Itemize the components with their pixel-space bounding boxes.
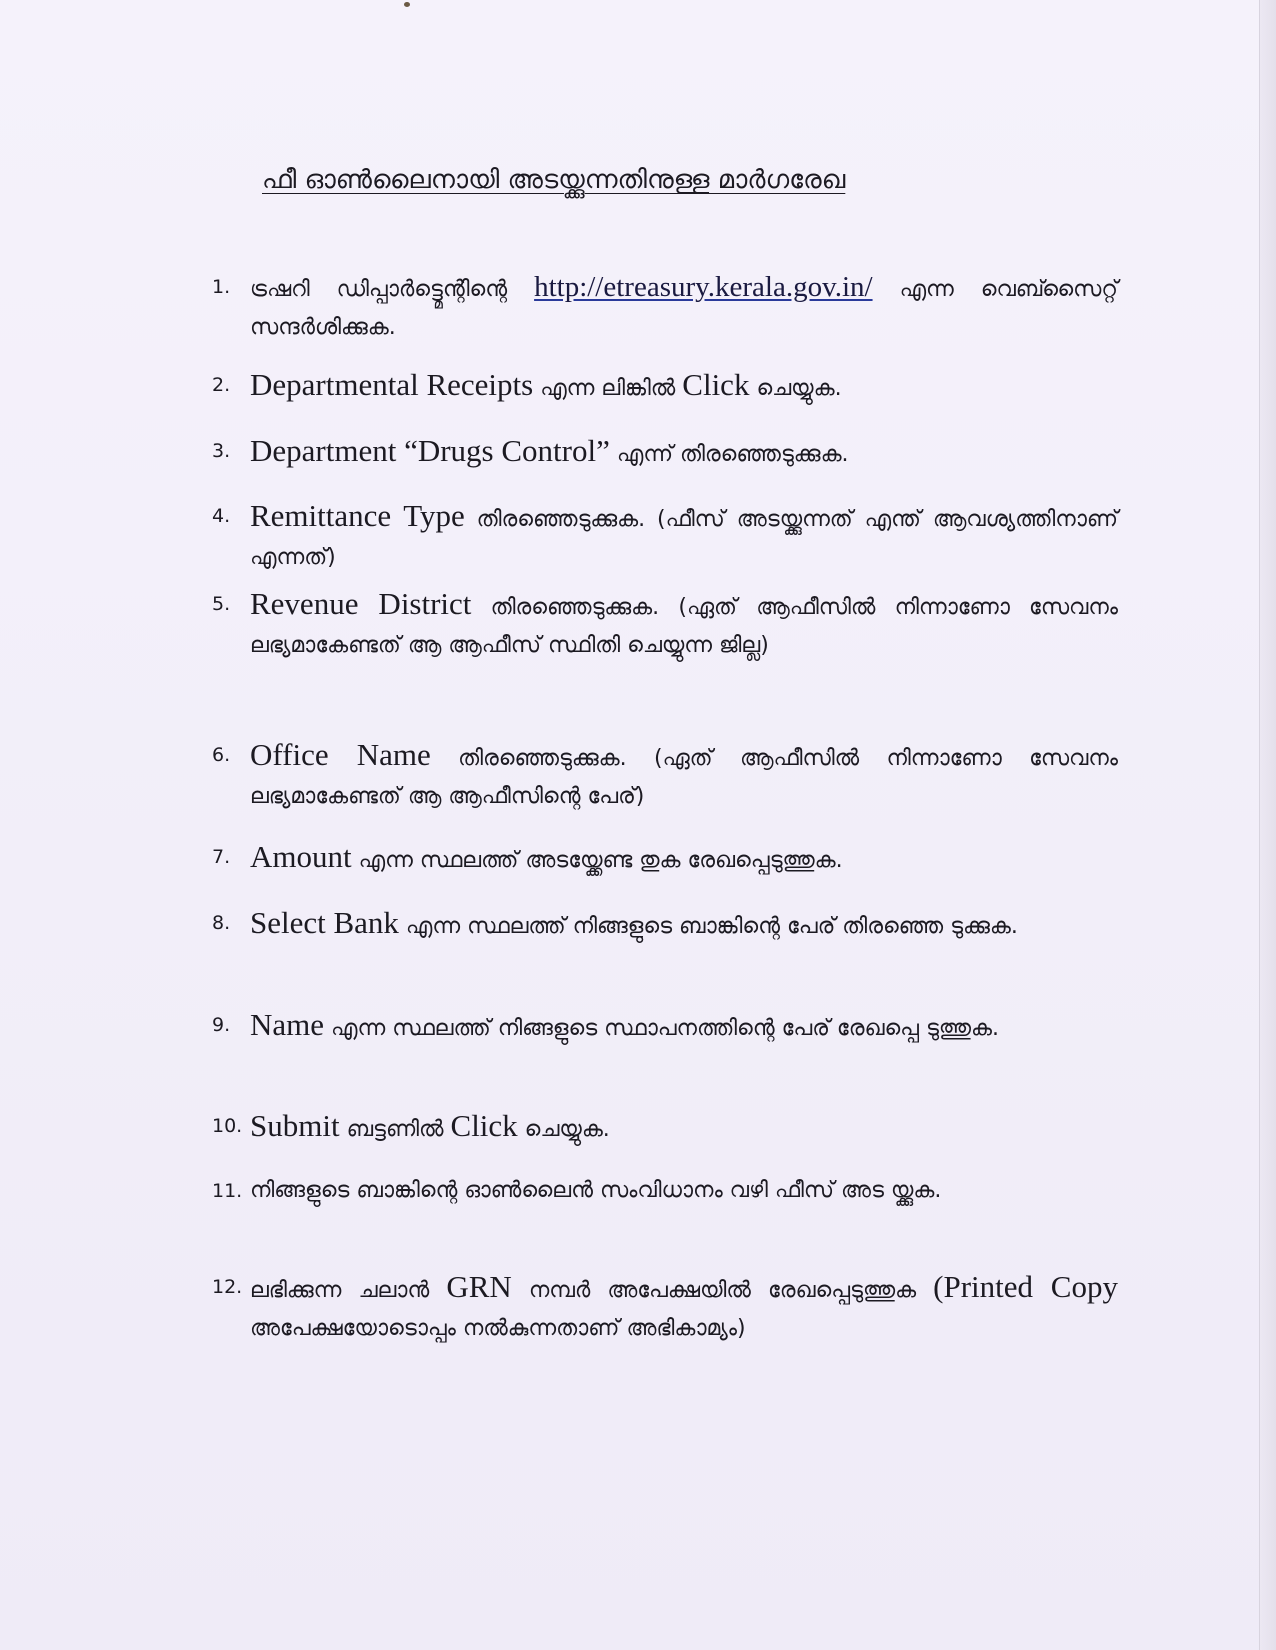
malayalam-text: തിരഞ്ഞെടുക്കുക. (ഏത് ആഫീസിൽ നിന്നാണോ സേവനം ലഭ്യമാകേണ്ടത് ആ ആഫീസിന്റെ പേര്) — [250, 746, 1119, 809]
step-text — [250, 366, 1118, 408]
malayalam-text: എന്ന ലിങ്കിൽ — [533, 376, 683, 401]
step-number: 7. — [212, 846, 231, 868]
step-number: 2. — [212, 374, 231, 396]
treasury-url-link[interactable]: http://etreasury.kerala.gov.in/ — [534, 271, 873, 303]
step-number: 12. — [212, 1276, 243, 1298]
page-edge — [1259, 0, 1276, 1650]
step-number: 10. — [212, 1115, 243, 1137]
english-term: Amount — [250, 839, 352, 874]
english-term: GRN — [446, 1269, 512, 1304]
english-term: Revenue District — [250, 586, 472, 621]
malayalam-text: തിരഞ്ഞെടുക്കുക. (ഫീസ് അടയ്ക്കുന്നത് എന്ത് ആവശ്യത്തിനാണ് എന്നത്) — [250, 507, 1118, 570]
step-text — [250, 268, 1118, 347]
english-term: Select Bank — [250, 905, 399, 940]
step-text — [250, 1172, 1118, 1210]
scan-speck — [404, 2, 410, 7]
step-number: 4. — [212, 505, 231, 527]
step-text — [250, 1006, 1118, 1048]
malayalam-text: അപേക്ഷയോടൊപ്പം നൽകുന്നതാണ് അഭികാമ്യം) — [250, 1316, 746, 1341]
malayalam-text: എന്ന വെബ്സൈറ്റ് സന്ദർശിക്കുക. — [250, 277, 1118, 340]
malayalam-text: തിരഞ്ഞെടുക്കുക. (ഏത് ആഫീസിൽ നിന്നാണോ സേവനം ലഭ്യമാകേണ്ടത് ആ ആഫീസ് സ്ഥിതി ചെയ്യുന്ന ജില്ല) — [250, 595, 1118, 658]
english-term: Click — [450, 1108, 518, 1143]
step-text — [250, 585, 1118, 665]
page-title: ഫീ ഓൺലൈനായി അടയ്ക്കുന്നതിനുള്ള മാർഗരേഖ — [262, 165, 846, 195]
english-term: Click — [682, 367, 750, 402]
step-text — [250, 1107, 1118, 1149]
malayalam-text: എന്ന സ്ഥലത്ത് അടയ്ക്കേണ്ട തുക രേഖപ്പെടുത്തുക. — [351, 848, 843, 873]
step-text — [250, 1268, 1118, 1348]
malayalam-text: എന്ന സ്ഥലത്ത് നിങ്ങളുടെ സ്ഥാപനത്തിന്റെ പേര് രേഖപ്പെ ടുത്തുക. — [324, 1016, 1000, 1041]
step-text — [250, 838, 1118, 880]
malayalam-text: ചെയ്യുക. — [749, 376, 842, 401]
step-text — [250, 904, 1118, 946]
malayalam-text: ബട്ടണിൽ — [339, 1117, 451, 1142]
step-number: 8. — [212, 912, 231, 934]
step-number: 3. — [212, 440, 231, 462]
step-text — [250, 497, 1118, 577]
malayalam-text: എന്ന് തിരഞ്ഞെടുക്കുക. — [609, 442, 849, 467]
english-term: Remittance Type — [250, 498, 465, 533]
step-number: 5. — [212, 593, 231, 615]
step-text — [250, 736, 1118, 816]
malayalam-text: ചെയ്യുക. — [517, 1117, 610, 1142]
step-number: 11. — [212, 1180, 243, 1202]
step-number: 9. — [212, 1014, 231, 1036]
malayalam-text: ട്രഷറി ഡിപ്പാർട്ട്മെന്റിന്റെ — [250, 277, 535, 302]
english-term: Name — [250, 1007, 325, 1042]
step-number: 1. — [212, 276, 231, 298]
english-term: Office Name — [250, 737, 431, 772]
malayalam-text: എന്ന സ്ഥലത്ത് നിങ്ങളുടെ ബാങ്കിന്റെ പേര് തിരഞ്ഞെ ടുക്കുക. — [398, 914, 1018, 939]
malayalam-text: ലഭിക്കുന്ന ചലാൻ — [250, 1278, 447, 1303]
english-term: (Printed Copy — [933, 1269, 1118, 1304]
malayalam-text: നമ്പർ അപേക്ഷയിൽ രേഖപ്പെടുത്തുക — [511, 1278, 934, 1303]
step-text — [250, 432, 1118, 474]
malayalam-text: നിങ്ങളുടെ ബാങ്കിന്റെ ഓൺലൈൻ സംവിധാനം വഴി ഫീസ് അട യ്ക്കുക. — [250, 1178, 942, 1203]
english-term: Department “Drugs Control” — [250, 433, 610, 468]
step-number: 6. — [212, 744, 231, 766]
english-term: Departmental Receipts — [250, 367, 534, 402]
english-term: Submit — [250, 1108, 340, 1143]
